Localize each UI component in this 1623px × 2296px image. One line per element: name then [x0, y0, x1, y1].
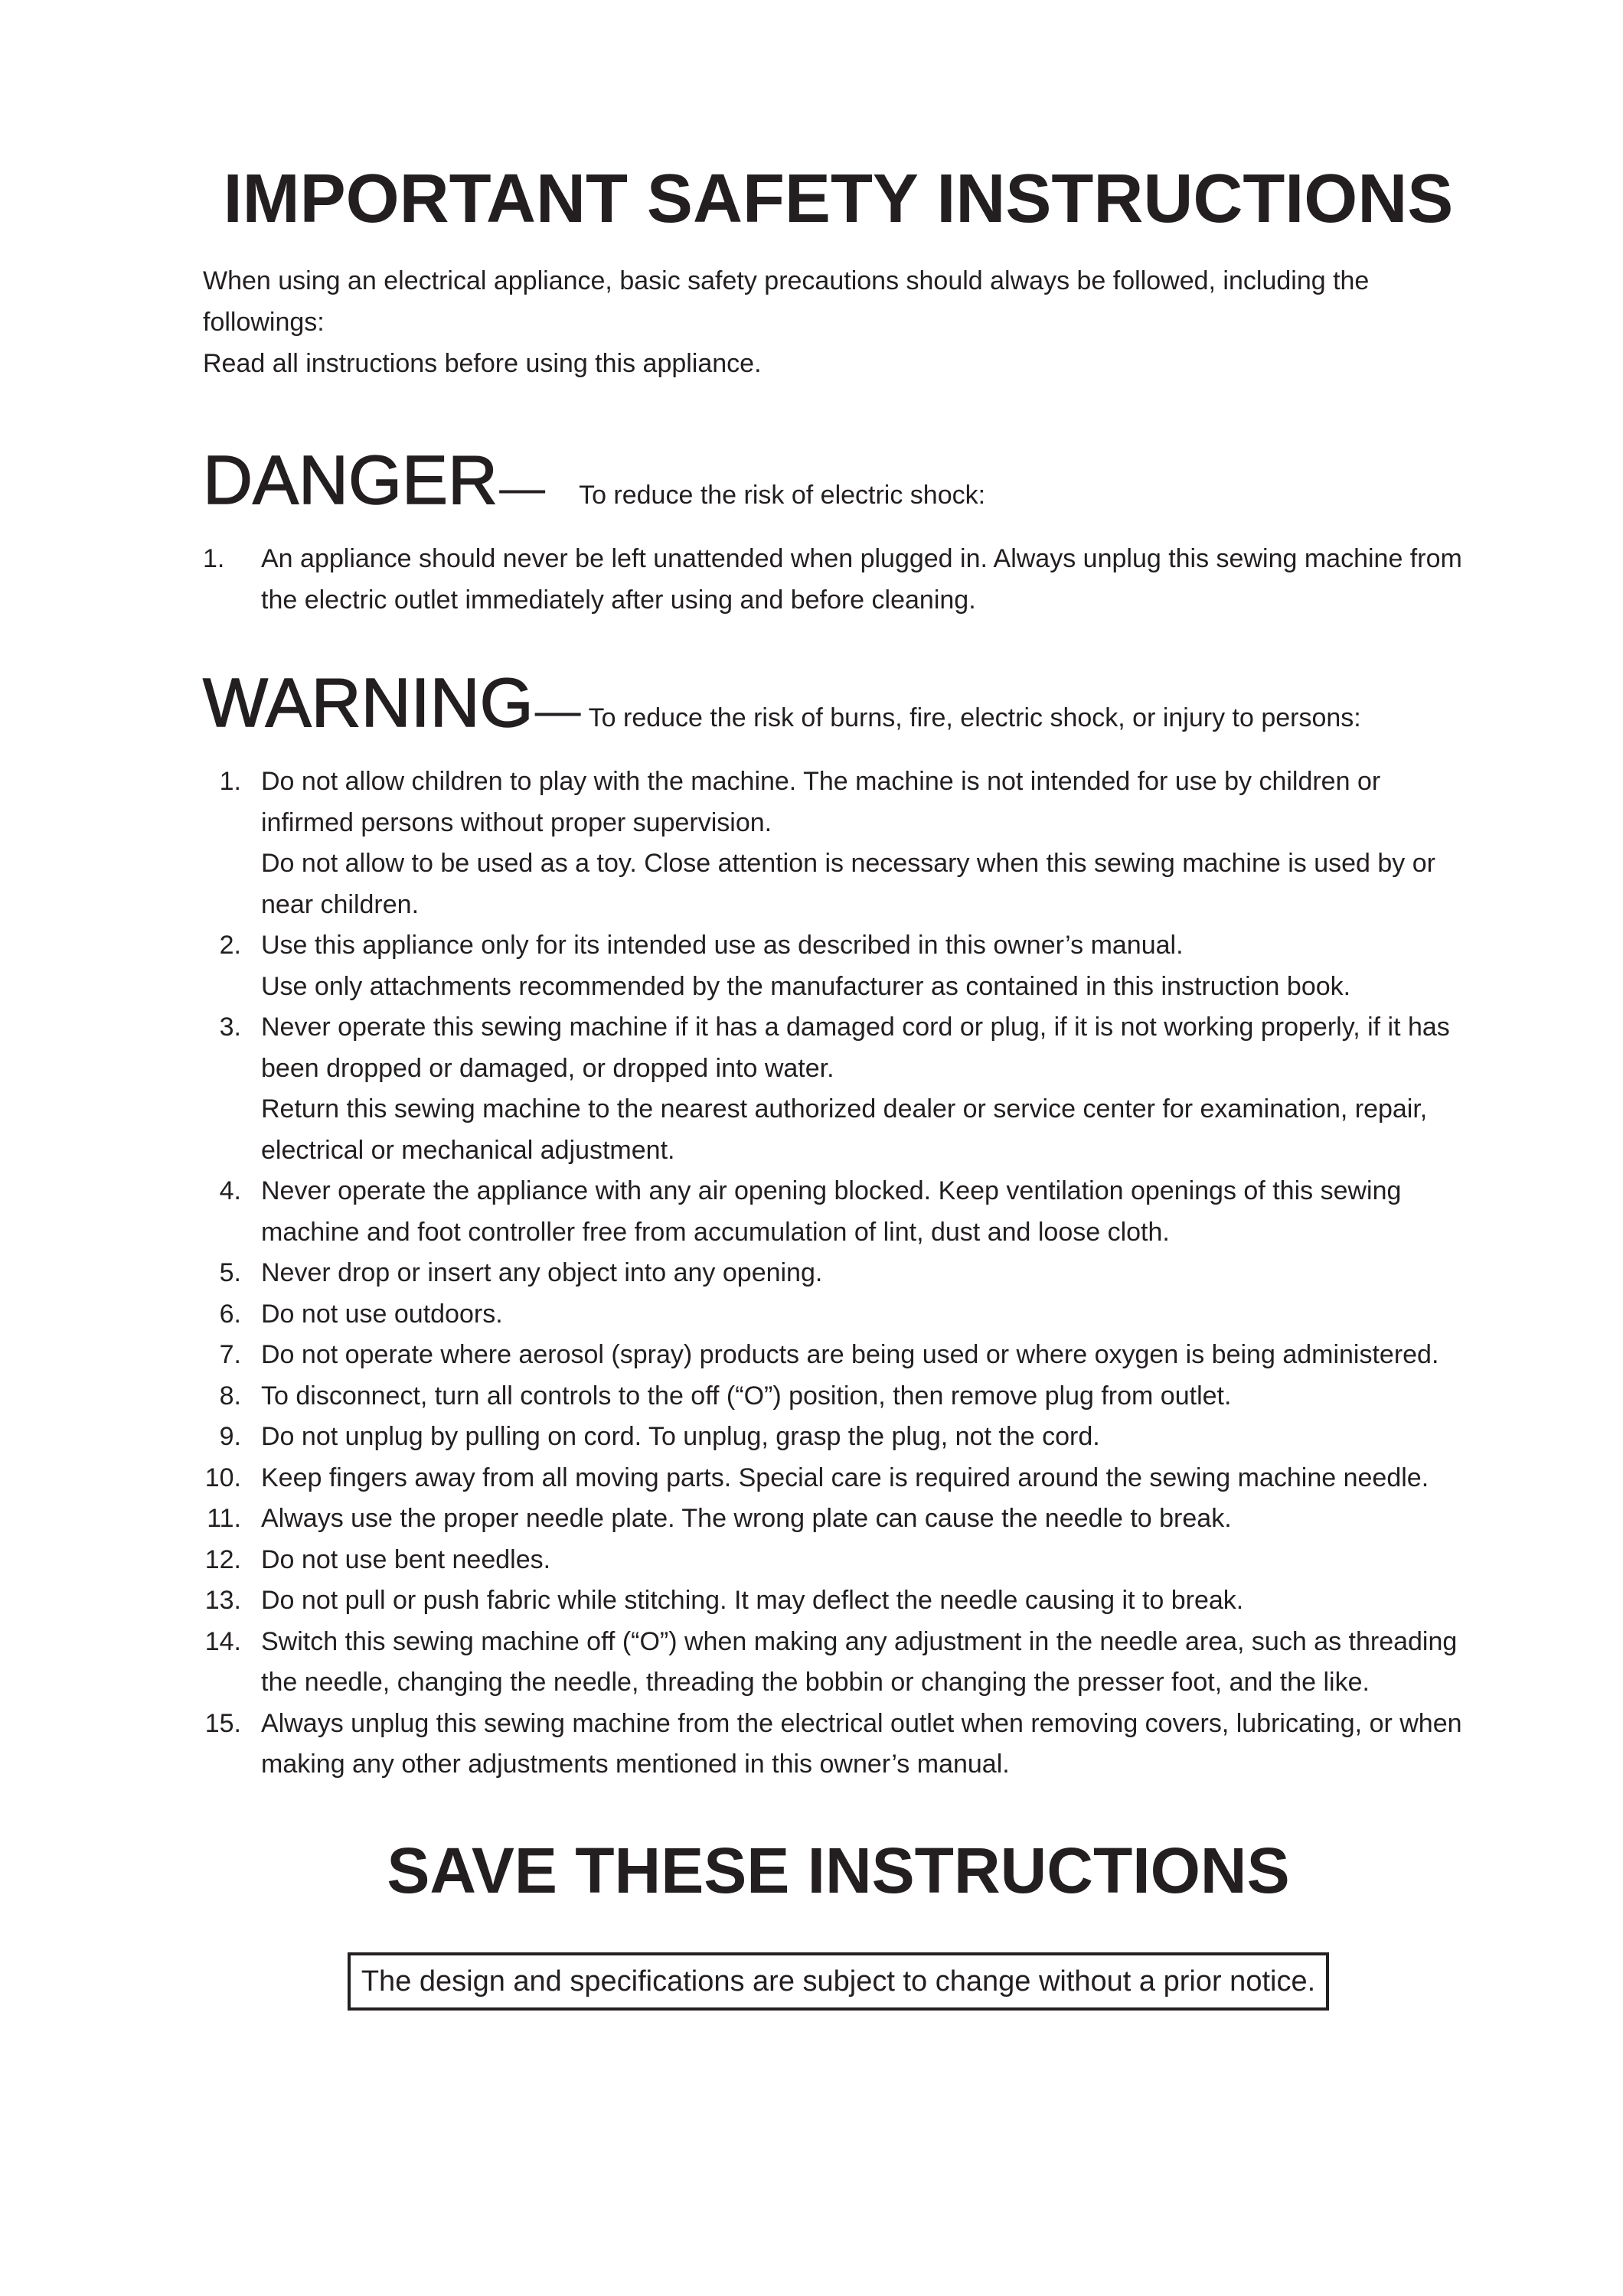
item-number: 6.	[219, 1299, 241, 1329]
danger-subtitle: To reduce the risk of electric shock:	[579, 481, 986, 510]
item-text: Do not allow children to play with the machine. The machine is not intended for use by children or infirmed persons without proper supervision.	[261, 767, 1381, 837]
item-text: Do not pull or push fabric while stitching. It may deflect the needle causing it to break.	[261, 1586, 1244, 1615]
item-number: 4.	[219, 1176, 241, 1205]
item-number: 7.	[219, 1340, 241, 1369]
warning-list	[203, 762, 1474, 1786]
item-text: Do not unplug by pulling on cord. To unplug, grasp the plug, not the cord.	[261, 1422, 1100, 1451]
item-number: 13.	[204, 1586, 241, 1615]
notice-box: The design and specifications are subject to change without a prior notice.	[348, 1952, 1329, 2011]
page-title: IMPORTANT SAFETY INSTRUCTIONS	[223, 161, 1454, 237]
item-text: Do not use bent needles.	[261, 1544, 551, 1574]
warning-item	[203, 1417, 1474, 1458]
save-instructions-title: SAVE THESE INSTRUCTIONS	[387, 1834, 1290, 1906]
item-text: Never drop or insert any object into any opening.	[261, 1258, 823, 1287]
item-number: 14.	[204, 1626, 241, 1656]
notice-container	[203, 1952, 1474, 2011]
danger-item	[203, 539, 1474, 621]
warning-item	[203, 1580, 1474, 1622]
intro-text	[203, 260, 1474, 384]
item-number: 3.	[219, 1013, 241, 1042]
danger-heading	[203, 444, 1474, 525]
item-text: Never operate this sewing machine if it has a damaged cord or plug, if it is not working properly, if it has been dropped or damaged, or dropped into water.	[261, 1013, 1450, 1083]
item-text: Never operate the appliance with any air opening blocked. Keep ventilation openings of this sewing machine and foot controller free from accumulation of lint, dust and loose cloth.	[261, 1176, 1402, 1247]
document-page	[203, 153, 1474, 2011]
warning-item	[203, 1376, 1474, 1417]
warning-dash: —	[534, 685, 581, 736]
danger-list	[203, 539, 1474, 621]
warning-item	[203, 1499, 1474, 1540]
item-text: Do not use outdoors.	[261, 1299, 503, 1329]
warning-item	[203, 1335, 1474, 1376]
warning-subtitle: To reduce the risk of burns, fire, electric shock, or injury to persons:	[588, 703, 1361, 732]
warning-item	[203, 1704, 1474, 1786]
item-text: Keep fingers away from all moving parts. Special care is required around the sewing machine needle.	[261, 1463, 1429, 1492]
warning-item	[203, 1253, 1474, 1294]
item-number: 10.	[204, 1463, 241, 1492]
warning-label: WARNING	[203, 665, 534, 742]
item-text: Do not operate where aerosol (spray) products are being used or where oxygen is being administered.	[261, 1340, 1439, 1369]
item-number: 1.	[219, 767, 241, 796]
item-text: Switch this sewing machine off (“O”) when making any adjustment in the needle area, such as threading the needle, changing the needle, threading the bobbin or changing the presser foot, and the like.	[261, 1626, 1458, 1697]
item-number: 8.	[219, 1381, 241, 1411]
item-text: To disconnect, turn all controls to the off (“O”) position, then remove plug from outlet.	[261, 1381, 1232, 1411]
item-number: 11.	[207, 1504, 241, 1533]
warning-item	[203, 925, 1474, 1007]
item-number: 2.	[219, 931, 241, 960]
item-text: Do not allow to be used as a toy. Close attention is necessary when this sewing machine is used by or near children.	[261, 849, 1435, 919]
item-number: 9.	[219, 1422, 241, 1451]
item-text: Use only attachments recommended by the manufacturer as contained in this instruction book.	[261, 971, 1351, 1001]
warning-item	[203, 762, 1474, 925]
intro-paragraph: When using an electrical appliance, basic safety precautions should always be followed, including the followings:	[203, 266, 1370, 337]
warning-item	[203, 1540, 1474, 1581]
item-text: Always use the proper needle plate. The wrong plate can cause the needle to break.	[261, 1504, 1232, 1533]
item-number: 5.	[219, 1258, 241, 1287]
item-text: Always unplug this sewing machine from the electrical outlet when removing covers, lubricating, or when making any other adjustments mentioned in this owner’s manual.	[261, 1708, 1462, 1779]
danger-dash: —	[499, 462, 546, 514]
danger-label: DANGER	[203, 442, 498, 519]
warning-item	[203, 1622, 1474, 1704]
warning-item	[203, 1007, 1474, 1171]
warning-heading	[203, 667, 1474, 748]
item-text: Return this sewing machine to the nearest authorized dealer or service center for examination, repair, electrical or mechanical adjustment.	[261, 1094, 1428, 1165]
intro-paragraph: Read all instructions before using this appliance.	[203, 349, 762, 378]
warning-item	[203, 1458, 1474, 1499]
item-text: An appliance should never be left unattended when plugged in. Always unplug this sewing machine from the electric outlet immediately after using and before cleaning.	[261, 544, 1462, 615]
warning-item	[203, 1171, 1474, 1253]
item-number: 12.	[204, 1544, 241, 1574]
item-number: 15.	[204, 1708, 241, 1738]
item-number: 1.	[203, 544, 225, 573]
item-text: Use this appliance only for its intended use as described in this owner’s manual.	[261, 931, 1184, 960]
warning-item	[203, 1294, 1474, 1336]
